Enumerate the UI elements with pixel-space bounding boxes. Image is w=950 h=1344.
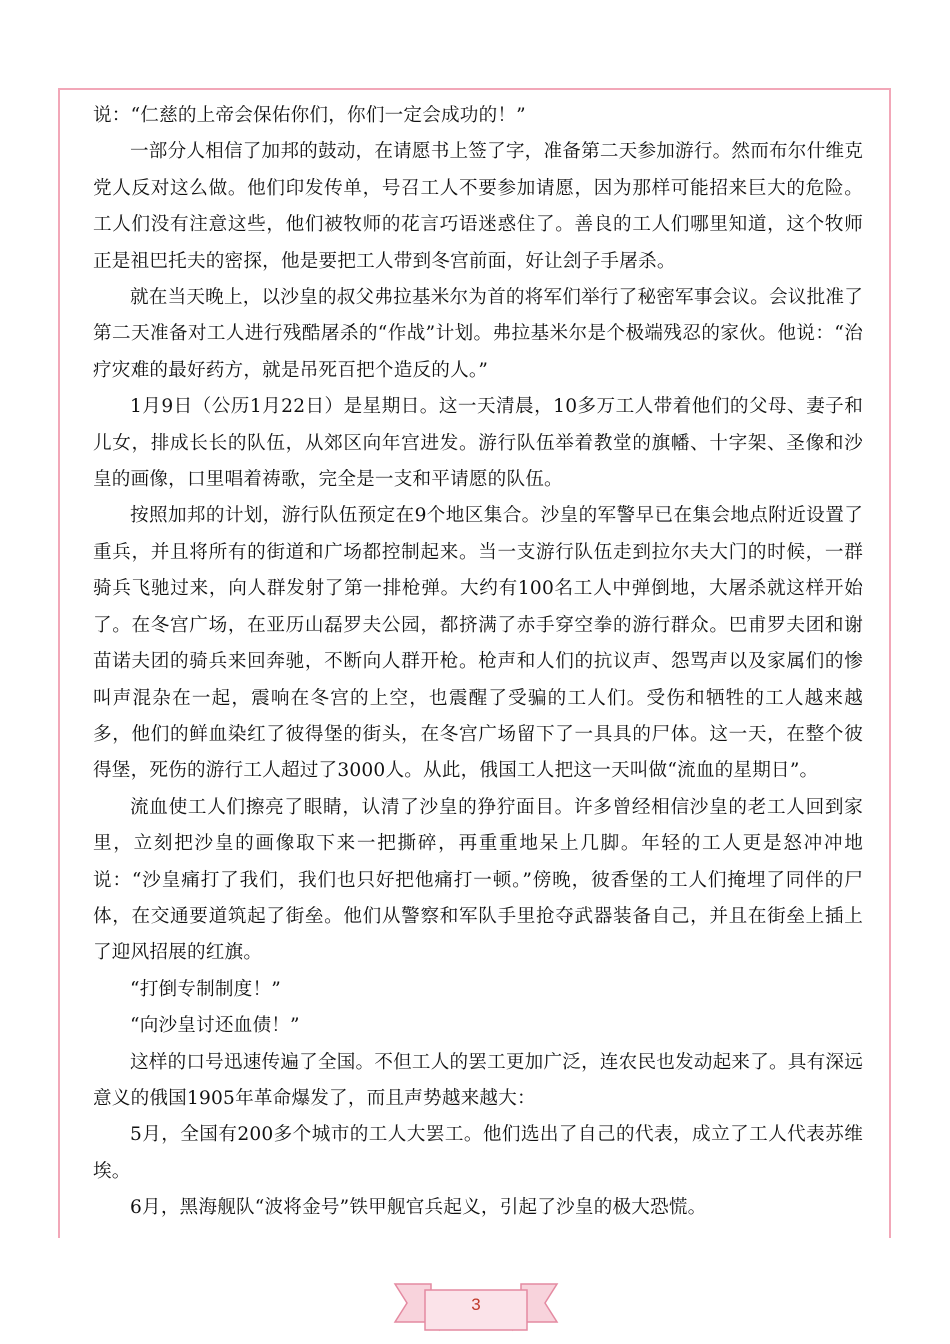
- page-border-right: [889, 88, 891, 1238]
- slogan-paragraph: “向沙皇讨还血债！”: [130, 1015, 300, 1037]
- page-number-ribbon: [393, 1278, 559, 1336]
- paragraph: 按照加邦的计划，游行队伍预定在9个地区集合。沙皇的军警早已在集会地点附近设置了重兵，并且将所有的街道和广场都控制起来。当一支游行队伍走到拉尔夫大门的时候，一群骑兵飞驰过来，向人群发射了第一排枪弹。大约有100名工人中弹倒地，大屠杀就这样开始了。在冬宫广场，在亚历山磊罗夫公园，都挤满了赤手穿空拳的游行群众。巴甫罗夫团和谢苗诺夫团的骑兵来回奔驰，不断向人群开枪。枪声和人们的抗议声、怨骂声以及家属们的惨叫声混杂在一起，震响在冬宫的上空，也震醒了受骗的工人们。受伤和牺牲的工人越来越多，他们的鲜血染红了彼得堡的街头，在冬宫广场留下了一具具的尸体。这一天，在整个彼得堡，死伤的游行工人超过了3000人。从此，俄国工人把这一天叫做“流血的星期日”。: [93, 505, 863, 782]
- paragraph: 说：“仁慈的上帝会保佑你们，你们一定会成功的！”: [93, 105, 526, 126]
- paragraph: 这样的口号迅速传遍了全国。不但工人的罢工更加广泛，连农民也发动起来了。具有深远意义的俄国1905年革命爆发了，而且声势越来越大：: [93, 1051, 863, 1109]
- paragraph: 就在当天晚上，以沙皇的叔父弗拉基米尔为首的将军们举行了秘密军事会议。会议批准了第二天准备对工人进行残酷屠杀的“作战”计划。弗拉基米尔是个极端残忍的家伙。他说：“治疗灾难的最好药方，就是吊死百把个造反的人。”: [93, 287, 863, 381]
- paragraph: 1月9日（公历1月22日）是星期日。这一天清晨，10多万工人带着他们的父母、妻子和儿女，排成长长的队伍，从郊区向年宫进发。游行队伍举着教堂的旗幡、十字架、圣像和沙皇的画像，口里唱着祷歌，完全是一支和平请愿的队伍。: [93, 396, 863, 491]
- page-number: 3: [471, 1295, 481, 1314]
- paragraph: 流血使工人们擦亮了眼睛，认清了沙皇的狰狞面目。许多曾经相信沙皇的老工人回到家里，立刻把沙皇的画像取下来一把撕碎，再重重地呆上几脚。年轻的工人更是怒冲冲地说：“沙皇痛打了我们，我们也只好把他痛打一顿。”傍晚，彼香堡的工人们掩埋了同伴的尸体，在交通要道筑起了街垒。他们从警察和军队手里抢夺武器装备自己，并且在街垒上插上了迎风招展的红旗。: [93, 796, 863, 964]
- paragraph: 5月，全国有200多个城市的工人大罢工。他们选出了自己的代表，成立了工人代表苏维埃。: [93, 1124, 863, 1182]
- document-body: [93, 98, 863, 1227]
- page-border-left: [58, 88, 60, 1238]
- paragraph: 6月，黑海舰队“波将金号”铁甲舰官兵起义，引起了沙皇的极大恐慌。: [130, 1197, 707, 1219]
- page-border-top: [58, 88, 891, 90]
- slogan-paragraph: “打倒专制制度！”: [130, 978, 281, 1000]
- paragraph: 一部分人相信了加邦的鼓动，在请愿书上签了字，准备第二天参加游行。然而布尔什维克党人反对这么做。他们印发传单，号召工人不要参加请愿，因为那样可能招来巨大的危险。工人们没有注意这些，他们被牧师的花言巧语迷惑住了。善良的工人们哪里知道，这个牧师正是祖巴托夫的密探，他是要把工人带到冬宫前面，好让刽子手屠杀。: [93, 141, 863, 272]
